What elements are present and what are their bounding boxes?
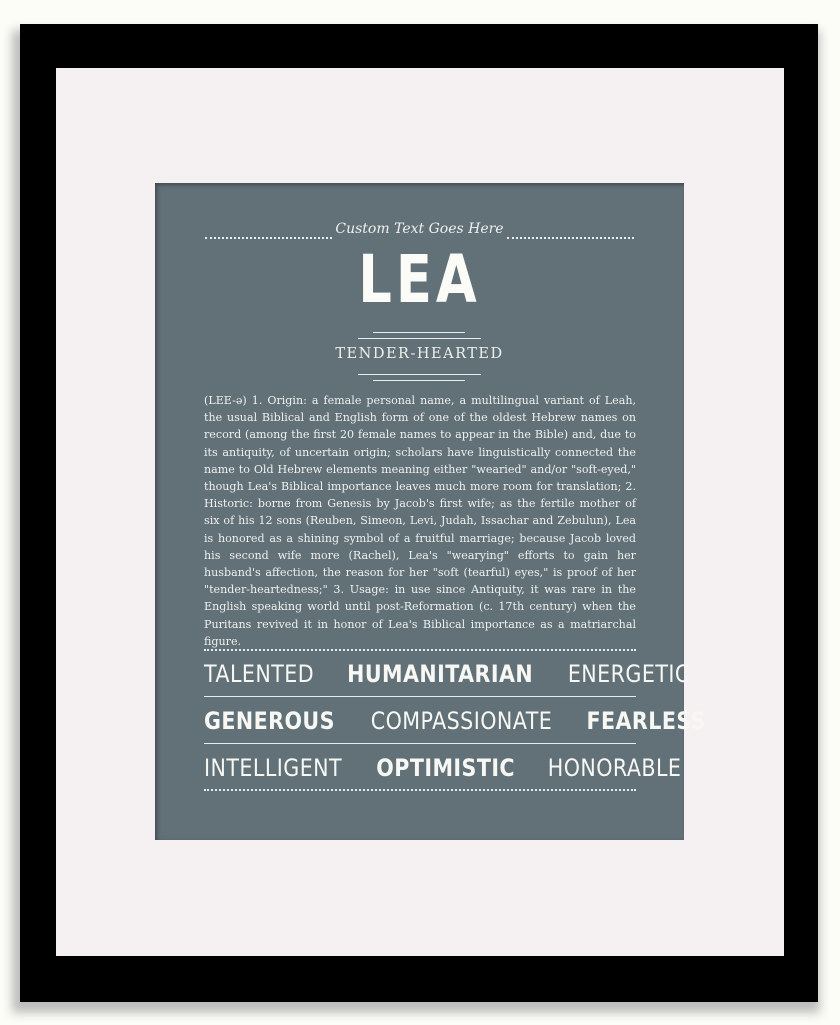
dotted-rule-traits-bottom [204,789,636,791]
trait-row [204,704,707,738]
trait-word: HONORABLE [547,754,682,782]
dotted-rule-right [507,237,634,239]
trait-word: TALENTED [204,660,315,688]
rule-lower-short [373,380,465,381]
trait-word: INTELLIGENT [204,754,343,782]
name-meaning: TENDER-HEARTED [335,346,504,362]
dotted-rule-left [205,237,332,239]
name-title: LEA [358,241,481,318]
trait-divider [204,696,636,697]
rule-upper-short [373,332,465,333]
name-print [155,183,707,840]
trait-divider [204,743,636,744]
trait-word: FEARLESS [586,707,707,735]
rule-lower-long [358,374,481,375]
dotted-rule-traits-top [204,649,636,651]
trait-word: ENERGETIC [568,660,690,688]
trait-word: GENEROUS [204,707,335,735]
trait-word: HUMANITARIAN [347,660,534,688]
trait-row [204,751,682,785]
name-description: (LEE-ə) 1. Origin: a female personal name, a multilingual variant of Leah, the usual Biblical and English form of one of the oldest Hebrew names on record (among the first 20 female names to appear in the Bible) and, due to its antiquity, of uncertain origin; scholars have linguistically connected the name to Old Hebrew elements meaning either "wearied" and/or "soft-eyed," though Lea's Biblical importance leaves much more room for translation; 2. Historic: borne from Genesis by Jacob's first wife; as the fertile mother of six of his 12 sons (Reuben, Simeon, Levi, Judah, Issachar and Zebulun), Lea is honored as a shining symbol of a fruitful marriage; because Jacob loved his second wife more (Rachel), Lea's "wearying" efforts to gain her husband's affection, the reason for her "soft (tearful) eyes," is proof of her "tender-heartedness;" 3. Usage: in use since Antiquity, it was rare in the English speaking world until post-Reformation (c. 17th century) when the Puritans revived it in honor of Lea's Biblical importance as a matriarchal figure. [204,394,636,648]
custom-text: Custom Text Goes Here [335,221,504,237]
rule-upper-long [358,338,481,339]
trait-row [204,657,690,691]
trait-word: OPTIMISTIC [375,754,515,782]
trait-word: COMPASSIONATE [371,707,553,735]
